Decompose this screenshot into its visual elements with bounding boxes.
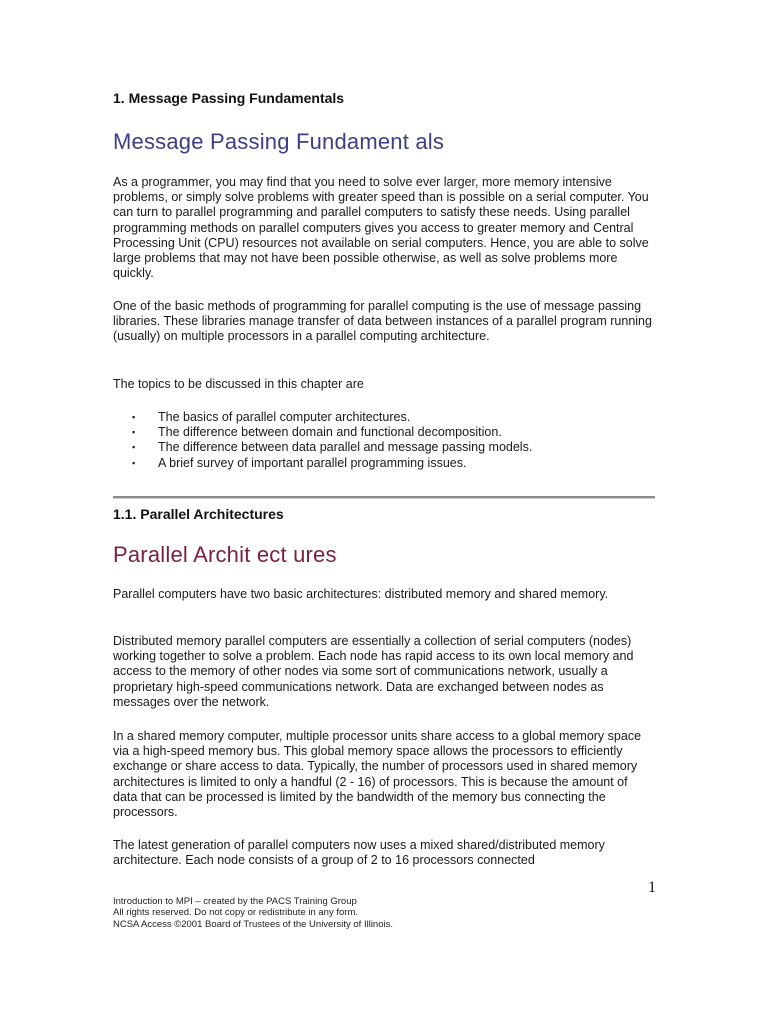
- list-item: [113, 425, 653, 440]
- paragraph-message-passing-libraries: One of the basic methods of programming for parallel computing is the use of message passing libraries. These libraries manage transfer of data between instances of a parallel program running (usually) on multiple processors in a parallel computing architecture.: [113, 299, 652, 344]
- section-heading-parallel-architectures: 1.1. Parallel Architectures: [113, 506, 284, 522]
- list-item-text: A brief survey of important parallel programming issues.: [158, 455, 467, 470]
- bullet-icon: ▪: [132, 412, 136, 422]
- document-page: [113, 0, 656, 1024]
- section-divider: [113, 496, 655, 499]
- bullet-icon: ▪: [132, 427, 136, 438]
- list-item-text: The basics of parallel computer architectures.: [158, 410, 411, 424]
- list-item: [113, 410, 653, 425]
- paragraph-two-architectures: Parallel computers have two basic architectures: distributed memory and shared memory.: [113, 587, 609, 601]
- paragraph-shared-memory: In a shared memory computer, multiple processor units share access to a global memory space via a high-speed memory bus. This global memory space allows the processors to efficiently exchange or share access to data. Typically, the number of processors used in shared memory architectures is limited to only a handful (2 - 16) of processors. This is because the amount of data that can be processed is limited by the bandwidth of the memory bus connecting the processors.: [113, 729, 642, 820]
- section-heading-message-passing: 1. Message Passing Fundamentals: [113, 90, 345, 106]
- topics-list: [113, 410, 653, 471]
- paragraph-intro: As a programmer, you may find that you need to solve ever larger, more memory intensive problems, or simply solve problems with greater speed than is possible on a serial computer. You can turn to parallel programming and parallel computers to satisfy these needs. Using parallel programming methods on parallel computers gives you access to greater memory and Central Processing Unit (CPU) resources not available on serial computers. Hence, you are able to solve large problems that may not have been possible otherwise, as well as solve problems more quickly.: [113, 175, 649, 281]
- list-item: [113, 456, 653, 471]
- section-title-parallel-architectures: Parallel Archit ect ures: [113, 542, 337, 567]
- paragraph-distributed-memory: Distributed memory parallel computers are essentially a collection of serial computers (nodes) working together to solve a problem. Each node has rapid access to its own local memory and access to the memory of other nodes via some sort of communications network, usually a proprietary high-speed communications network. Data are exchanged between nodes as messages over the network.: [113, 634, 634, 709]
- list-item-text: The difference between domain and functional decomposition.: [158, 425, 502, 440]
- footer-line-credits: Introduction to MPI – created by the PACS Training Group: [113, 896, 357, 907]
- paragraph-topics-intro: The topics to be discussed in this chapter are: [113, 377, 364, 391]
- bullet-icon: ▪: [132, 457, 136, 468]
- page-number: 1: [648, 879, 656, 896]
- section-title-message-passing: Message Passing Fundament als: [113, 129, 445, 154]
- bullet-icon: ▪: [132, 442, 136, 453]
- footer-line-rights: All rights reserved. Do not copy or redistribute in any form.: [113, 907, 358, 919]
- list-item: [113, 440, 653, 455]
- paragraph-mixed-architecture: The latest generation of parallel computers now uses a mixed shared/distributed memory architecture. Each node consists of a group of 2 to 16 processors connected: [113, 838, 605, 868]
- footer-line-copyright: NCSA Access ©2001 Board of Trustees of the University of Illinois.: [113, 918, 393, 930]
- page-footer: [113, 896, 393, 930]
- list-item-text: The difference between data parallel and message passing models.: [158, 440, 533, 455]
